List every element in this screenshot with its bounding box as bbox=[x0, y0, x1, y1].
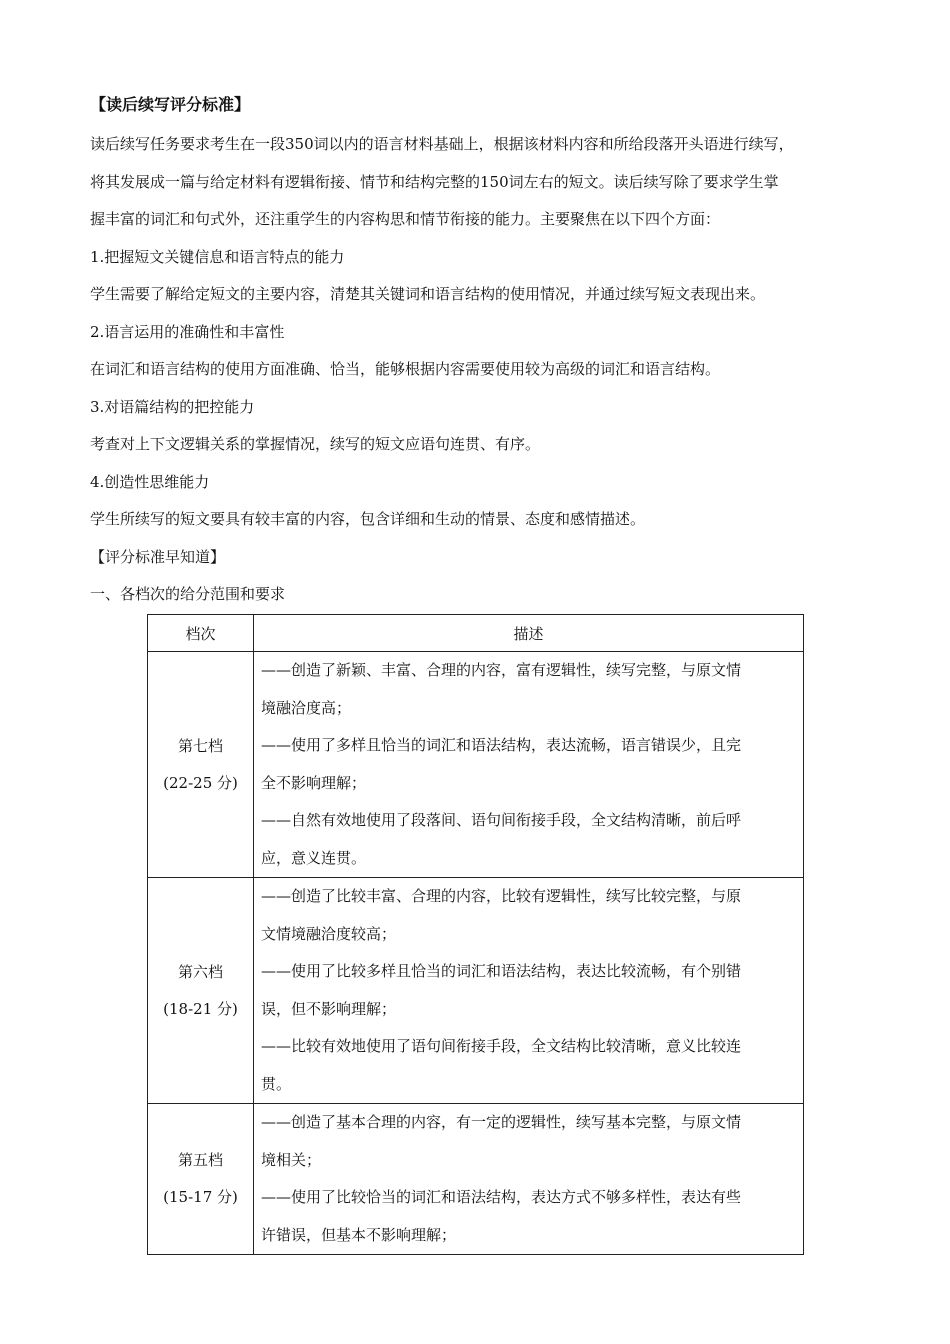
description-line: ——创造了比较丰富、合理的内容，比较有逻辑性，续写比较完整，与原 bbox=[261, 887, 742, 905]
description-line: 境相关； bbox=[261, 1150, 322, 1169]
description-line: ——使用了比较多样且恰当的词汇和语法结构，表达比较流畅，有个别错 bbox=[261, 962, 742, 980]
table-caption: 一、各档次的给分范围和要求 bbox=[90, 585, 286, 603]
section-title: 【读后续写评分标准】 bbox=[90, 95, 251, 114]
point-title: 2.语言运用的准确性和丰富性 bbox=[90, 322, 285, 341]
description-line: 文情境融洽度较高； bbox=[261, 924, 397, 943]
table-row bbox=[148, 652, 804, 878]
description-line: ——使用了比较恰当的词汇和语法结构，表达方式不够多样性，表达有些 bbox=[261, 1188, 742, 1206]
level-range: (18-21 分) bbox=[163, 999, 238, 1018]
point-title: 4.创造性思维能力 bbox=[90, 472, 210, 491]
description-line: 许错误，但基本不影响理解； bbox=[261, 1225, 457, 1244]
description-line: ——使用了多样且恰当的词汇和语法结构，表达流畅，语言错误少，且完 bbox=[261, 736, 742, 754]
description-cell bbox=[254, 1104, 804, 1255]
table-row bbox=[148, 1104, 804, 1255]
description-line: ——创造了基本合理的内容，有一定的逻辑性，续写基本完整，与原文情 bbox=[261, 1113, 742, 1131]
description-line: ——比较有效地使用了语句间衔接手段，全文结构比较清晰，意义比较连 bbox=[261, 1037, 742, 1055]
level-range: (15-17 分) bbox=[163, 1188, 238, 1206]
description-line: 全不影响理解； bbox=[261, 773, 367, 792]
description-line: 贯。 bbox=[261, 1074, 292, 1093]
description-cell bbox=[254, 652, 804, 878]
document-body bbox=[90, 92, 865, 614]
intro-line: 握丰富的词汇和句式外，还注重学生的内容构思和情节衔接的能力。主要聚焦在以下四个方面： bbox=[90, 210, 721, 228]
header-description: 描述 bbox=[254, 615, 804, 652]
subsection-title: 【评分标准早知道】 bbox=[90, 547, 226, 566]
description-cell bbox=[254, 878, 804, 1104]
level-name: 第七档 bbox=[177, 736, 223, 755]
point-title: 3.对语篇结构的把控能力 bbox=[90, 397, 255, 416]
description-line: ——自然有效地使用了段落间、语句间衔接手段，全文结构清晰，前后呼 bbox=[261, 811, 742, 829]
intro-line: 将其发展成一篇与给定材料有逻辑衔接、情节和结构完整的150词左右的短文。读后续写除了要求学生掌 bbox=[90, 172, 779, 191]
intro-paragraph bbox=[90, 126, 865, 239]
level-name: 第五档 bbox=[177, 1151, 223, 1169]
description-line: 境融洽度高； bbox=[261, 698, 352, 717]
level-cell bbox=[148, 878, 254, 1104]
table-row bbox=[148, 878, 804, 1104]
description-line: 应，意义连贯。 bbox=[261, 848, 367, 867]
intro-line: 读后续写任务要求考生在一段350词以内的语言材料基础上，根据该材料内容和所给段落开头语进行续写， bbox=[90, 135, 794, 153]
level-name: 第六档 bbox=[177, 962, 223, 981]
header-level: 档次 bbox=[148, 615, 254, 652]
point-body: 学生所续写的短文要具有较丰富的内容，包含详细和生动的情景、态度和感情描述。 bbox=[90, 510, 646, 528]
point-body: 考查对上下文逻辑关系的掌握情况，续写的短文应语句连贯、有序。 bbox=[90, 435, 541, 453]
point-body: 学生需要了解给定短文的主要内容，清楚其关键词和语言结构的使用情况，并通过续写短文表现出来。 bbox=[90, 285, 766, 303]
level-cell bbox=[148, 652, 254, 878]
point-title: 1.把握短文关键信息和语言特点的能力 bbox=[90, 247, 345, 266]
point-body: 在词汇和语言结构的使用方面准确、恰当，能够根据内容需要使用较为高级的词汇和语言结构。 bbox=[90, 360, 721, 378]
description-line: ——创造了新颖、丰富、合理的内容，富有逻辑性，续写完整，与原文情 bbox=[261, 661, 742, 679]
table-header-row bbox=[148, 615, 804, 652]
description-line: 误，但不影响理解； bbox=[261, 999, 397, 1018]
level-range: (22-25 分) bbox=[163, 773, 238, 792]
grading-table bbox=[147, 614, 804, 1255]
level-cell bbox=[148, 1104, 254, 1255]
